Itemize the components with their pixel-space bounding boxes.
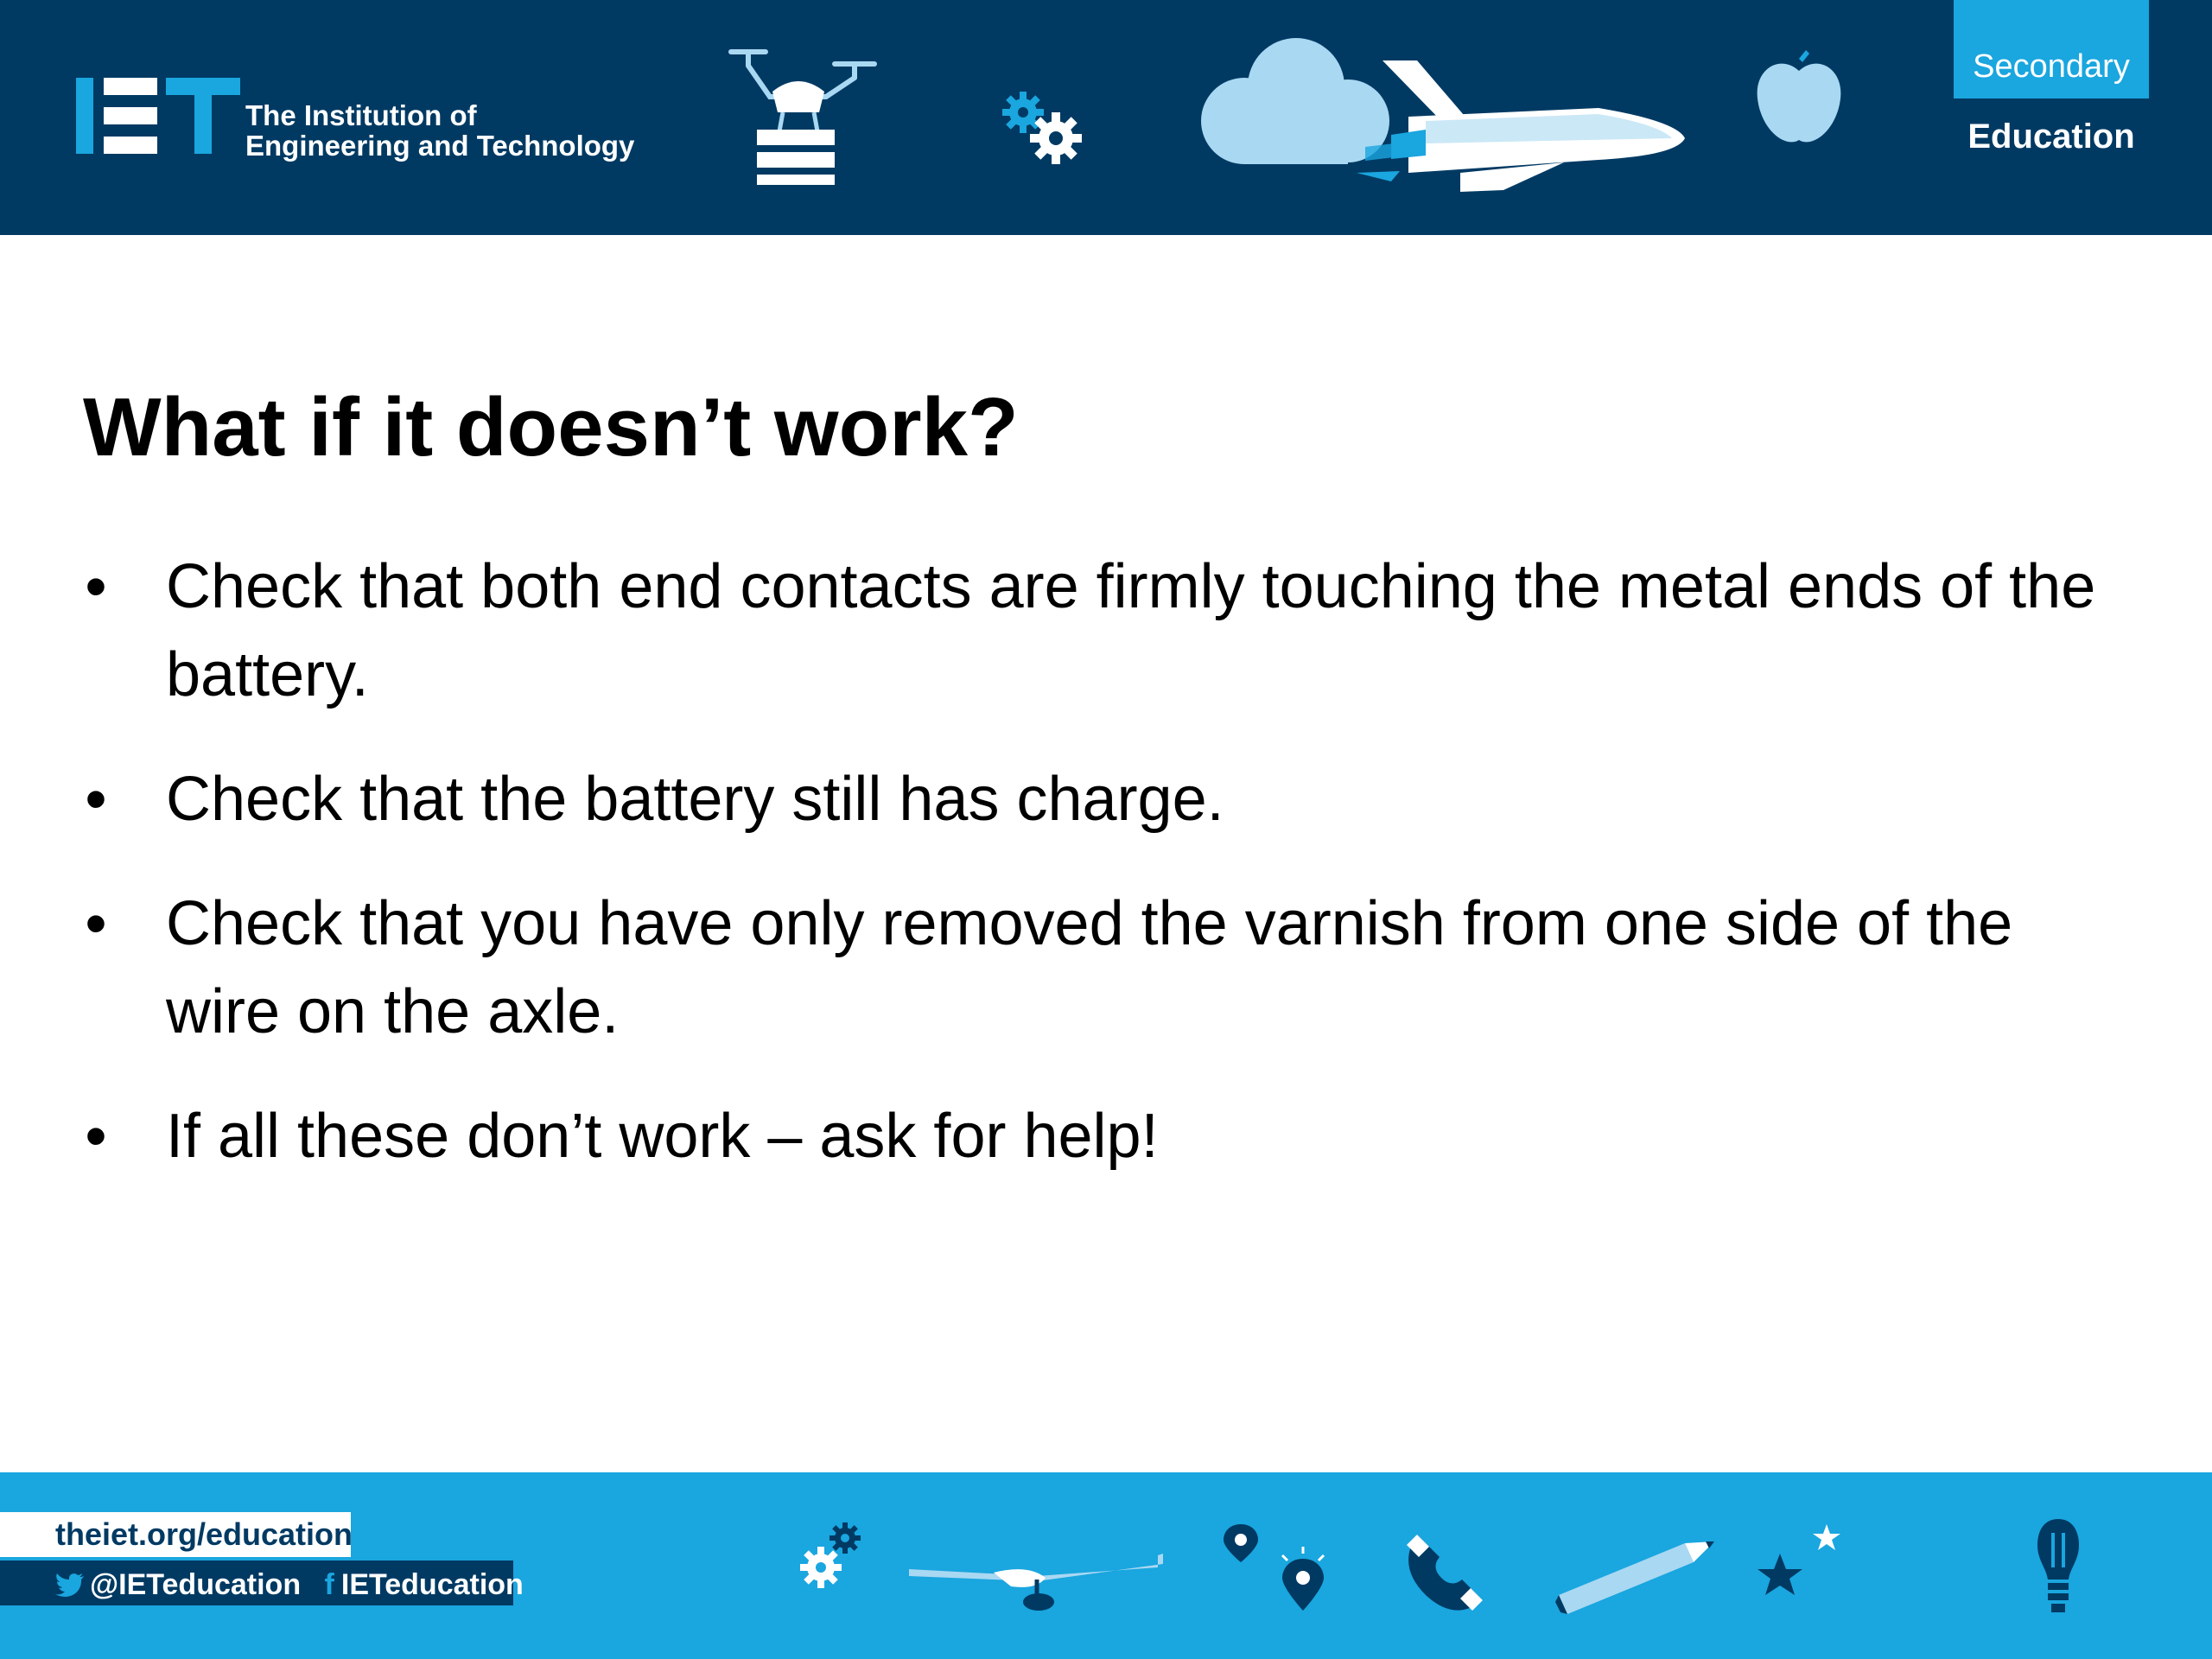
glider-icon [907, 1538, 1166, 1616]
gears-icon [999, 88, 1085, 166]
lightbulb-icon [2032, 1516, 2084, 1619]
footer-social-bar [0, 1560, 524, 1605]
list-item [83, 755, 2105, 843]
gears-icon [797, 1521, 866, 1590]
twitter-icon[interactable] [55, 1573, 85, 1597]
facebook-icon[interactable]: f [324, 1568, 334, 1602]
bullet-icon: • [85, 552, 107, 621]
facebook-handle[interactable]: IETeducation [340, 1568, 524, 1602]
drone-icon [722, 45, 878, 192]
badge-label: Secondary [1973, 48, 2130, 85]
bullet-icon: • [85, 1102, 107, 1171]
pencil-icon [1555, 1536, 1719, 1614]
location-pin-icon [1218, 1521, 1331, 1616]
bullet-text: Check that the battery still has charge. [166, 765, 1224, 834]
space-shuttle-icon [1339, 52, 1694, 199]
bullet-list [83, 543, 2105, 1217]
header-banner [0, 0, 2212, 235]
logo-text-line2: Engineering and Technology [245, 130, 635, 162]
list-item [83, 1092, 2105, 1180]
magnet-icon [1400, 1526, 1490, 1612]
logo-text [245, 100, 634, 161]
slide-title: What if it doesn’t work? [83, 381, 1019, 474]
list-item [83, 880, 2105, 1056]
education-label: Education [1967, 118, 2135, 156]
bullet-icon: • [85, 889, 107, 958]
apple-icon [1754, 50, 1844, 149]
bullet-text: If all these don’t work – ask for help! [166, 1102, 1159, 1171]
stars-icon [1754, 1521, 1849, 1607]
secondary-badge [1954, 0, 2149, 99]
bullet-icon: • [85, 765, 107, 834]
twitter-handle[interactable]: @IETeducation [90, 1568, 302, 1602]
logo-text-line1: The Institution of [245, 99, 477, 131]
bullet-text: Check that you have only removed the varnish from one side of the wire on the axle. [166, 889, 2013, 1046]
list-item [83, 543, 2105, 719]
footer-url-link[interactable]: theiet.org/education [0, 1512, 351, 1557]
bullet-text: Check that both end contacts are firmly touching the metal ends of the battery. [166, 552, 2096, 709]
iet-logo [76, 74, 240, 157]
